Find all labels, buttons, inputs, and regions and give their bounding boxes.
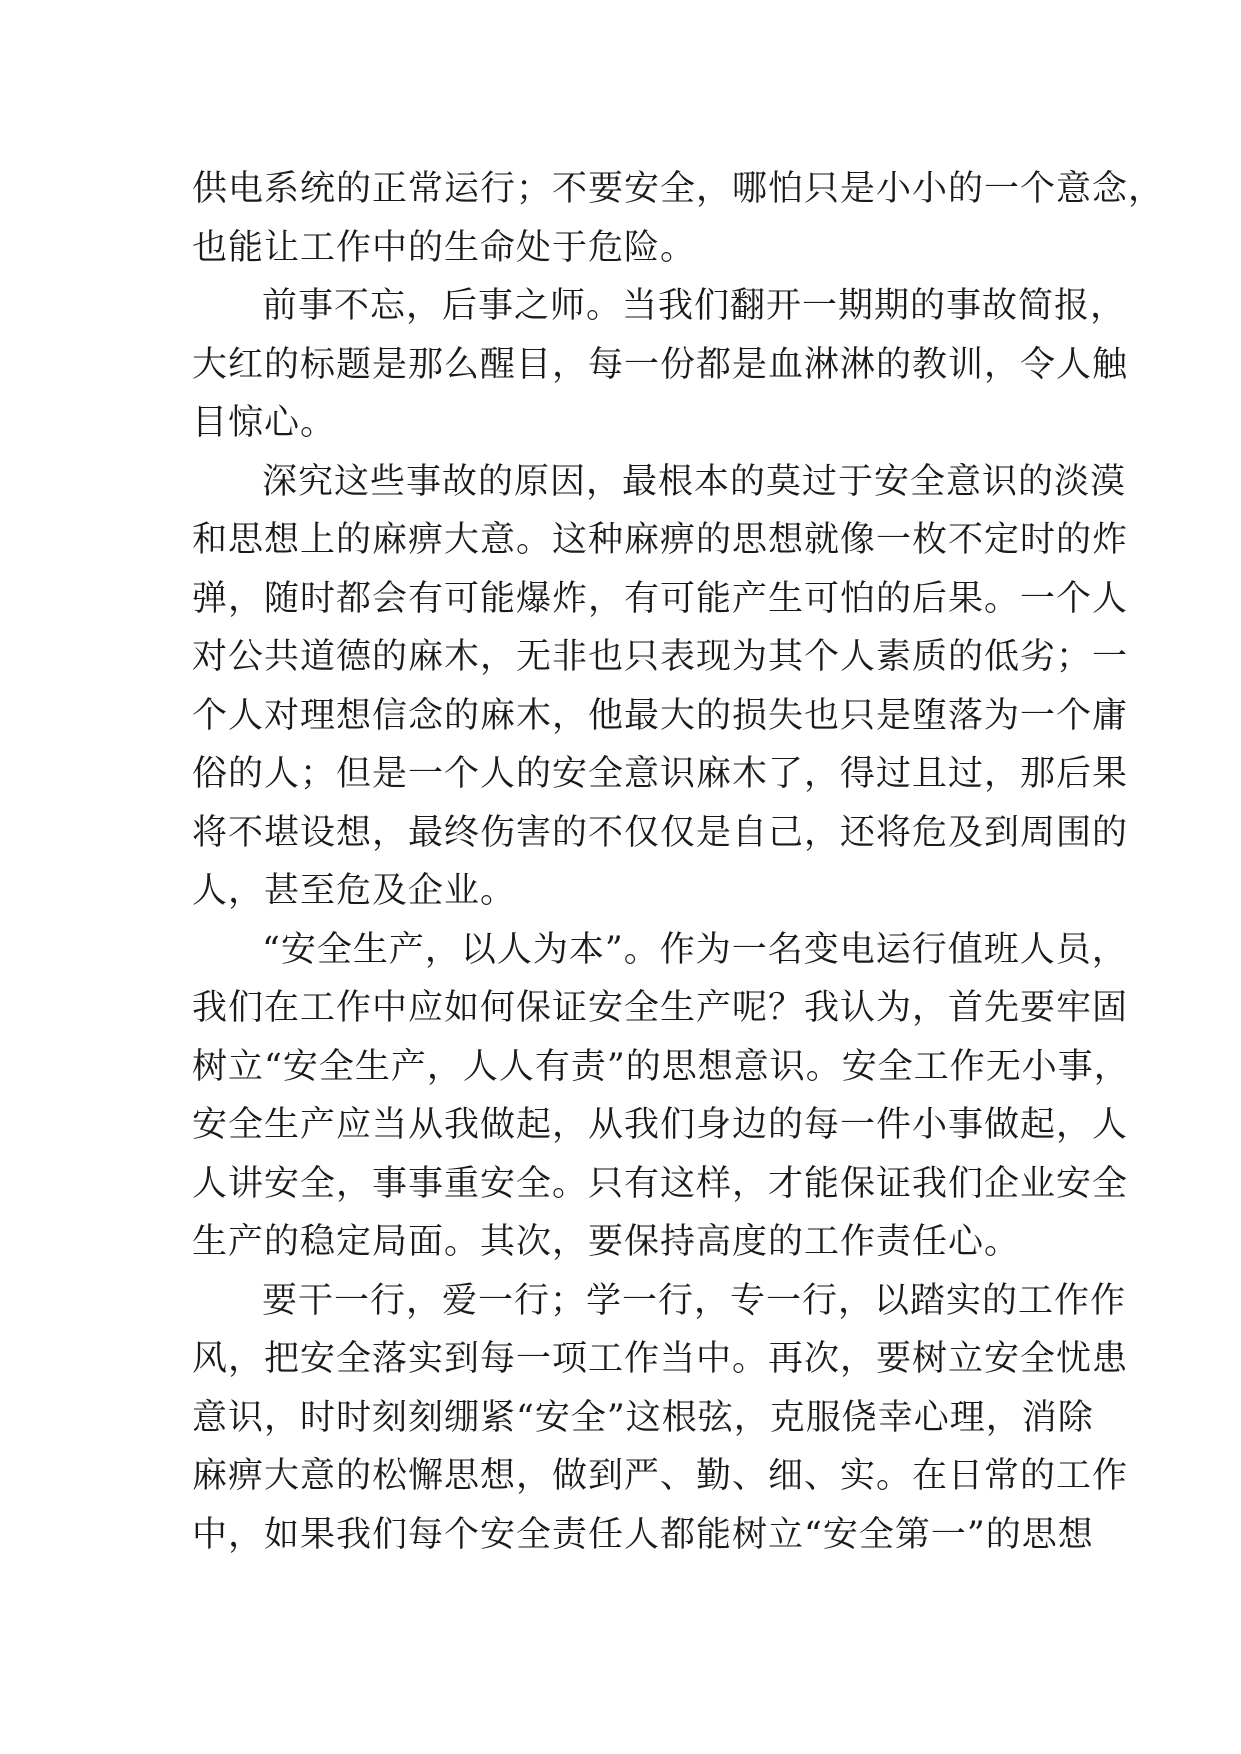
- text-line: 安全生产应当从我做起，从我们身边的每一件小事做起，人: [192, 1105, 1129, 1145]
- body-text: [192, 160, 1165, 1564]
- paragraph: [192, 1272, 1129, 1565]
- text-line: 意识，时时刻刻绷紧“安全”这根弦，克服侥幸心理，消除: [192, 1397, 1094, 1438]
- text-line: 供电系统的正常运行；不要安全，哪怕只是小小的一个意念，: [192, 169, 1165, 209]
- paragraph: [192, 277, 1129, 453]
- text-line: 中，如果我们每个安全责任人都能树立“安全第一”的思想: [192, 1514, 1094, 1555]
- text-line: 个人对理想信念的麻木，他最大的损失也只是堕落为一个庸: [192, 695, 1129, 736]
- text-line: 风，把安全落实到每一项工作当中。再次，要树立安全忧患: [192, 1339, 1129, 1379]
- text-line: 深究这些事故的原因，最根本的莫过于安全意识的淡漠: [262, 461, 1127, 502]
- text-line: 大红的标题是那么醒目，每一份都是血淋淋的教训，令人触: [192, 344, 1129, 385]
- text-line: 俗的人；但是一个人的安全意识麻木了，得过且过，那后果: [192, 754, 1129, 794]
- text-line: 弹，随时都会有可能爆炸，有可能产生可怕的后果。一个人: [192, 578, 1129, 619]
- text-line: 要干一行，爱一行；学一行，专一行，以踏实的工作作: [262, 1280, 1127, 1321]
- text-line: “安全生产，以人为本”。作为一名变电运行值班人员，: [262, 929, 1128, 970]
- text-line: 前事不忘，后事之师。当我们翻开一期期的事故简报，: [262, 286, 1127, 326]
- paragraph: [192, 921, 1130, 1272]
- paragraph: [192, 453, 1129, 921]
- paragraph: [192, 160, 1165, 277]
- text-line: 麻痹大意的松懈思想，做到严、勤、细、实。在日常的工作: [192, 1456, 1129, 1496]
- text-line: 我们在工作中应如何保证安全生产呢？我认为，首先要牢固: [192, 988, 1129, 1028]
- text-line: 人讲安全，事事重安全。只有这样，才能保证我们企业安全: [192, 1163, 1129, 1204]
- text-line: 生产的稳定局面。其次，要保持高度的工作责任心。: [192, 1222, 1021, 1262]
- text-line: 目惊心。: [192, 403, 337, 443]
- text-line: 树立“安全生产，人人有责”的思想意识。安全工作无小事，: [192, 1046, 1130, 1087]
- text-line: 和思想上的麻痹大意。这种麻痹的思想就像一枚不定时的炸: [192, 520, 1129, 560]
- text-line: 将不堪设想，最终伤害的不仅仅是自己，还将危及到周围的: [192, 812, 1129, 853]
- text-line: 也能让工作中的生命处于危险。: [192, 227, 697, 268]
- text-line: 人，甚至危及企业。: [192, 871, 517, 911]
- text-line: 对公共道德的麻木，无非也只表现为其个人素质的低劣；一: [192, 637, 1129, 677]
